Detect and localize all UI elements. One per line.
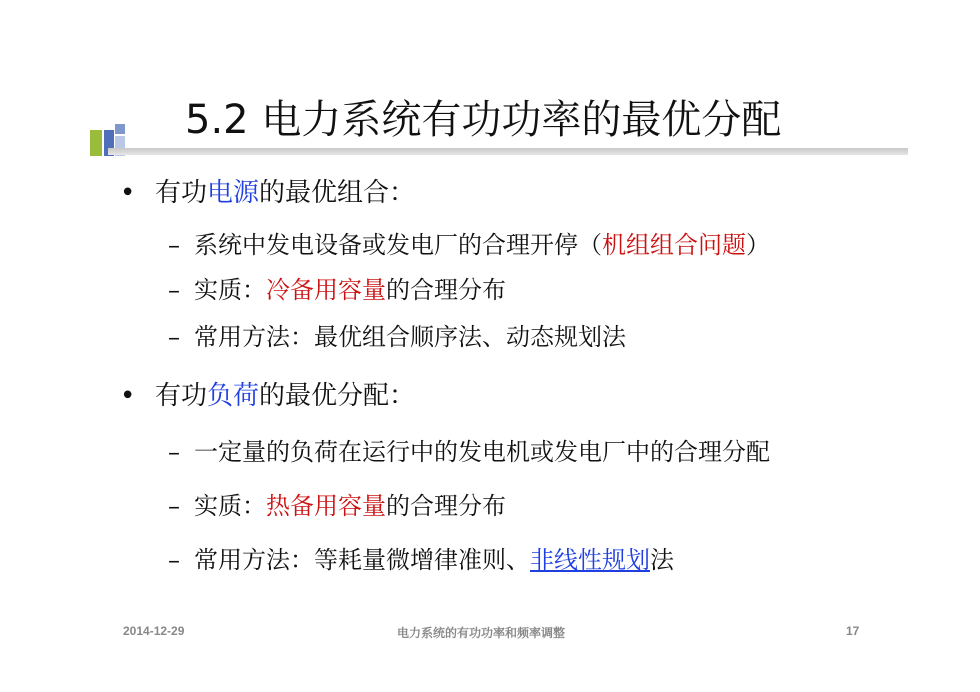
bullet-optimal-load-distribution [120, 375, 415, 412]
sub-item-text-pre: 系统中发电设备或发电厂的合理开停（ [194, 231, 602, 259]
footer-date: 2014-12-29 [123, 624, 185, 638]
sub-item-text-post: 的合理分布 [386, 492, 506, 520]
highlight-load: 负荷 [207, 381, 260, 411]
highlight-hot-reserve: 热备用容量 [266, 492, 386, 520]
sub-item-text-pre: 实质： [194, 492, 266, 520]
sub-item-text-post: ） [746, 231, 770, 259]
sub-item-unit-commitment [168, 225, 770, 260]
nonlinear-programming-link[interactable]: 非线性规划 [530, 546, 650, 574]
dash-marker: – [168, 492, 180, 520]
sub-item-text-post: 法 [650, 546, 674, 574]
highlight-power-source: 电源 [207, 178, 260, 208]
sub-item-methods-1 [168, 317, 626, 352]
dash-marker: – [168, 276, 180, 304]
footer-page-number: 17 [846, 624, 860, 638]
title-divider [108, 148, 908, 155]
sub-item-text-pre: 实质： [194, 276, 266, 304]
bullet-text-post: 的最优组合： [259, 178, 416, 208]
slide-title: 5.2 电力系统有功功率的最优分配 [185, 97, 782, 143]
dash-marker: – [168, 546, 180, 574]
bullet-marker: • [120, 178, 136, 208]
footer-title: 电力系统的有功功率和频率调整 [397, 626, 566, 640]
sub-item-load-distribution [168, 432, 770, 467]
sub-item-text: 常用方法：最优组合顺序法、动态规划法 [194, 323, 626, 351]
bullet-optimal-unit-combination [120, 172, 415, 209]
bullet-text-post: 的最优分配： [259, 381, 416, 411]
sub-item-cold-reserve [168, 270, 506, 305]
highlight-cold-reserve: 冷备用容量 [266, 276, 386, 304]
bullet-text-pre: 有功 [155, 381, 208, 411]
sub-item-text-pre: 常用方法：等耗量微增律准则、 [194, 546, 530, 574]
sub-item-methods-2 [168, 540, 674, 575]
dash-marker: – [168, 231, 180, 259]
bullet-marker: • [120, 381, 136, 411]
highlight-unit-commitment: 机组组合问题 [602, 231, 746, 259]
bullet-text-pre: 有功 [155, 178, 208, 208]
dash-marker: – [168, 323, 180, 351]
dash-marker: – [168, 438, 180, 466]
sub-item-text-post: 的合理分布 [386, 276, 506, 304]
sub-item-hot-reserve [168, 486, 506, 521]
sub-item-text: 一定量的负荷在运行中的发电机或发电厂中的合理分配 [194, 438, 770, 466]
